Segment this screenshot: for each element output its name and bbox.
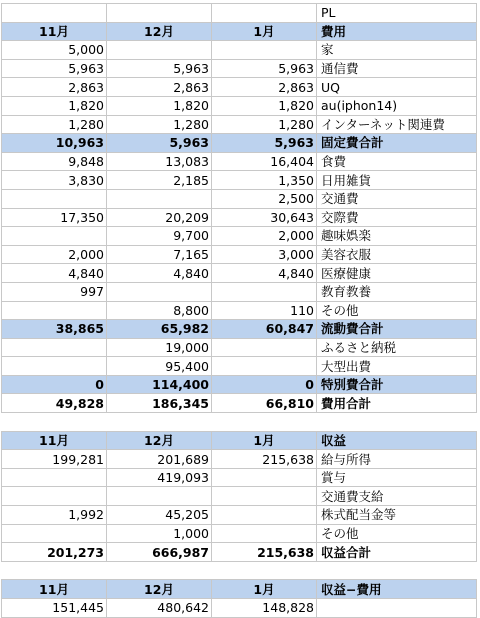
month-header[interactable]: 1月 — [212, 22, 317, 41]
cell[interactable] — [107, 4, 212, 23]
table-row — [2, 59, 477, 78]
table-row — [2, 357, 477, 376]
value-cell[interactable]: 8,800 — [107, 301, 212, 320]
value-cell[interactable]: 201,689 — [107, 450, 212, 469]
value-cell[interactable] — [212, 41, 317, 60]
table-row — [2, 115, 477, 134]
value-cell[interactable]: 10,963 — [2, 134, 107, 153]
label-cell[interactable]: 交際費 — [317, 208, 477, 227]
value-cell[interactable]: 4,840 — [107, 264, 212, 283]
value-cell[interactable] — [2, 189, 107, 208]
value-cell[interactable]: 1,992 — [2, 506, 107, 525]
value-cell[interactable]: 199,281 — [2, 450, 107, 469]
label-cell[interactable]: 趣味娯楽 — [317, 227, 477, 246]
value-cell[interactable]: 2,185 — [107, 171, 212, 190]
value-cell[interactable]: 201,273 — [2, 543, 107, 562]
label-cell[interactable]: 株式配当金等 — [317, 506, 477, 525]
value-cell[interactable]: 1,350 — [212, 171, 317, 190]
value-cell[interactable]: 215,638 — [212, 543, 317, 562]
month-header[interactable]: 1月 — [212, 580, 317, 599]
label-cell[interactable]: 交通費 — [317, 189, 477, 208]
table-row — [2, 78, 477, 97]
month-header[interactable]: 11月 — [2, 431, 107, 450]
value-cell[interactable]: 2,863 — [212, 78, 317, 97]
value-cell[interactable]: 3,000 — [212, 245, 317, 264]
value-cell[interactable]: 1,820 — [212, 96, 317, 115]
value-cell[interactable] — [212, 487, 317, 506]
value-cell[interactable]: 20,209 — [107, 208, 212, 227]
value-cell[interactable]: 38,865 — [2, 320, 107, 339]
net-header-row — [2, 580, 477, 599]
value-cell[interactable]: 480,642 — [107, 599, 212, 618]
table-row — [2, 524, 477, 543]
value-cell[interactable]: 0 — [2, 375, 107, 394]
value-cell[interactable] — [2, 227, 107, 246]
table-row — [2, 487, 477, 506]
value-cell[interactable] — [2, 487, 107, 506]
income-header-row — [2, 431, 477, 450]
value-cell[interactable] — [212, 357, 317, 376]
month-header[interactable]: 12月 — [107, 431, 212, 450]
label-cell[interactable]: 賞与 — [317, 468, 477, 487]
label-cell[interactable]: 通信費 — [317, 59, 477, 78]
value-cell[interactable]: 110 — [212, 301, 317, 320]
value-cell[interactable]: 45,205 — [107, 506, 212, 525]
label-cell[interactable]: 教育教養 — [317, 282, 477, 301]
table-row — [2, 152, 477, 171]
value-cell[interactable]: 0 — [212, 375, 317, 394]
month-header[interactable]: 12月 — [107, 22, 212, 41]
value-cell[interactable] — [2, 468, 107, 487]
label-cell[interactable]: 大型出費 — [317, 357, 477, 376]
value-cell[interactable]: 60,847 — [212, 320, 317, 339]
value-cell[interactable]: 2,000 — [212, 227, 317, 246]
subtotal-row — [2, 375, 477, 394]
value-cell[interactable]: 1,000 — [107, 524, 212, 543]
value-cell[interactable]: 5,963 — [2, 59, 107, 78]
table-row — [2, 96, 477, 115]
value-cell[interactable]: 2,863 — [107, 78, 212, 97]
cell[interactable] — [2, 4, 107, 23]
value-cell[interactable] — [107, 487, 212, 506]
category-header[interactable]: 収益−費用 — [317, 580, 477, 599]
table-row — [2, 282, 477, 301]
value-cell[interactable]: 5,963 — [107, 134, 212, 153]
label-cell[interactable] — [317, 599, 477, 618]
spacer-row — [2, 413, 477, 432]
label-cell[interactable]: 日用雑貨 — [317, 171, 477, 190]
pl-table — [1, 3, 477, 618]
empty-cell[interactable] — [212, 413, 317, 432]
label-cell[interactable]: 収益合計 — [317, 543, 477, 562]
label-cell[interactable]: 美容衣服 — [317, 245, 477, 264]
subtotal-row — [2, 320, 477, 339]
total-row — [2, 394, 477, 413]
label-cell[interactable]: 固定費合計 — [317, 134, 477, 153]
label-cell[interactable]: その他 — [317, 301, 477, 320]
title-row — [2, 4, 477, 23]
value-cell[interactable] — [107, 41, 212, 60]
value-cell[interactable] — [212, 524, 317, 543]
table-row — [2, 506, 477, 525]
table-row — [2, 338, 477, 357]
empty-cell[interactable] — [107, 413, 212, 432]
value-cell[interactable]: 5,963 — [212, 59, 317, 78]
value-cell[interactable]: 1,280 — [107, 115, 212, 134]
value-cell[interactable]: 66,810 — [212, 394, 317, 413]
value-cell[interactable]: 65,982 — [107, 320, 212, 339]
value-cell[interactable]: 5,000 — [2, 41, 107, 60]
label-cell[interactable]: 交通費支給 — [317, 487, 477, 506]
table-row — [2, 301, 477, 320]
table-row — [2, 41, 477, 60]
month-header[interactable]: 11月 — [2, 580, 107, 599]
empty-cell[interactable] — [317, 413, 477, 432]
label-cell[interactable]: 費用合計 — [317, 394, 477, 413]
value-cell[interactable]: 4,840 — [2, 264, 107, 283]
label-cell[interactable]: UQ — [317, 78, 477, 97]
value-cell[interactable] — [107, 189, 212, 208]
value-cell[interactable]: 7,165 — [107, 245, 212, 264]
table-row — [2, 450, 477, 469]
value-cell[interactable] — [212, 468, 317, 487]
value-cell[interactable]: 4,840 — [212, 264, 317, 283]
value-cell[interactable]: 2,500 — [212, 189, 317, 208]
value-cell[interactable]: 997 — [2, 282, 107, 301]
value-cell[interactable] — [2, 357, 107, 376]
value-cell[interactable]: 19,000 — [107, 338, 212, 357]
label-cell[interactable]: 医療健康 — [317, 264, 477, 283]
table-row — [2, 208, 477, 227]
value-cell[interactable]: 1,280 — [2, 115, 107, 134]
table-row — [2, 189, 477, 208]
value-cell[interactable]: 114,400 — [107, 375, 212, 394]
expense-header-row — [2, 22, 477, 41]
empty-cell[interactable] — [107, 561, 212, 580]
table-row — [2, 264, 477, 283]
empty-cell[interactable] — [212, 561, 317, 580]
table-row — [2, 245, 477, 264]
label-cell[interactable]: その他 — [317, 524, 477, 543]
value-cell[interactable]: 215,638 — [212, 450, 317, 469]
value-cell[interactable]: 95,400 — [107, 357, 212, 376]
label-cell[interactable]: 家 — [317, 41, 477, 60]
label-cell[interactable]: 給与所得 — [317, 450, 477, 469]
month-header[interactable]: 1月 — [212, 431, 317, 450]
month-header[interactable]: 11月 — [2, 22, 107, 41]
empty-cell[interactable] — [2, 413, 107, 432]
value-cell[interactable]: 151,445 — [2, 599, 107, 618]
table-row — [2, 599, 477, 618]
value-cell[interactable]: 16,404 — [212, 152, 317, 171]
value-cell[interactable]: 419,093 — [107, 468, 212, 487]
table-row — [2, 171, 477, 190]
value-cell[interactable] — [212, 506, 317, 525]
value-cell[interactable] — [212, 282, 317, 301]
table-row — [2, 227, 477, 246]
value-cell[interactable]: 9,848 — [2, 152, 107, 171]
category-header[interactable]: 費用 — [317, 22, 477, 41]
value-cell[interactable] — [2, 301, 107, 320]
spacer-row — [2, 561, 477, 580]
value-cell[interactable]: 9,700 — [107, 227, 212, 246]
value-cell[interactable]: 666,987 — [107, 543, 212, 562]
cell[interactable] — [212, 4, 317, 23]
label-cell[interactable]: 特別費合計 — [317, 375, 477, 394]
category-header[interactable]: 収益 — [317, 431, 477, 450]
value-cell[interactable]: 49,828 — [2, 394, 107, 413]
value-cell[interactable] — [107, 282, 212, 301]
value-cell[interactable] — [2, 524, 107, 543]
label-cell[interactable]: au(iphon14) — [317, 96, 477, 115]
value-cell[interactable]: 3,830 — [2, 171, 107, 190]
month-header[interactable]: 12月 — [107, 580, 212, 599]
spreadsheet — [1, 3, 476, 618]
value-cell[interactable]: 5,963 — [212, 134, 317, 153]
label-cell[interactable]: 流動費合計 — [317, 320, 477, 339]
value-cell[interactable]: 1,820 — [2, 96, 107, 115]
subtotal-row — [2, 134, 477, 153]
empty-cell[interactable] — [317, 561, 477, 580]
value-cell[interactable]: 5,963 — [107, 59, 212, 78]
value-cell[interactable]: 2,000 — [2, 245, 107, 264]
label-cell[interactable]: ふるさと納税 — [317, 338, 477, 357]
label-cell[interactable]: インターネット関連費 — [317, 115, 477, 134]
value-cell[interactable] — [2, 338, 107, 357]
value-cell[interactable]: 30,643 — [212, 208, 317, 227]
table-row — [2, 468, 477, 487]
value-cell[interactable]: 2,863 — [2, 78, 107, 97]
value-cell[interactable]: 186,345 — [107, 394, 212, 413]
value-cell[interactable]: 13,083 — [107, 152, 212, 171]
value-cell[interactable]: 17,350 — [2, 208, 107, 227]
empty-cell[interactable] — [2, 561, 107, 580]
value-cell[interactable] — [212, 338, 317, 357]
value-cell[interactable]: 1,820 — [107, 96, 212, 115]
total-row — [2, 543, 477, 562]
sheet-title[interactable]: PL — [317, 4, 477, 23]
value-cell[interactable]: 1,280 — [212, 115, 317, 134]
label-cell[interactable]: 食費 — [317, 152, 477, 171]
value-cell[interactable]: 148,828 — [212, 599, 317, 618]
